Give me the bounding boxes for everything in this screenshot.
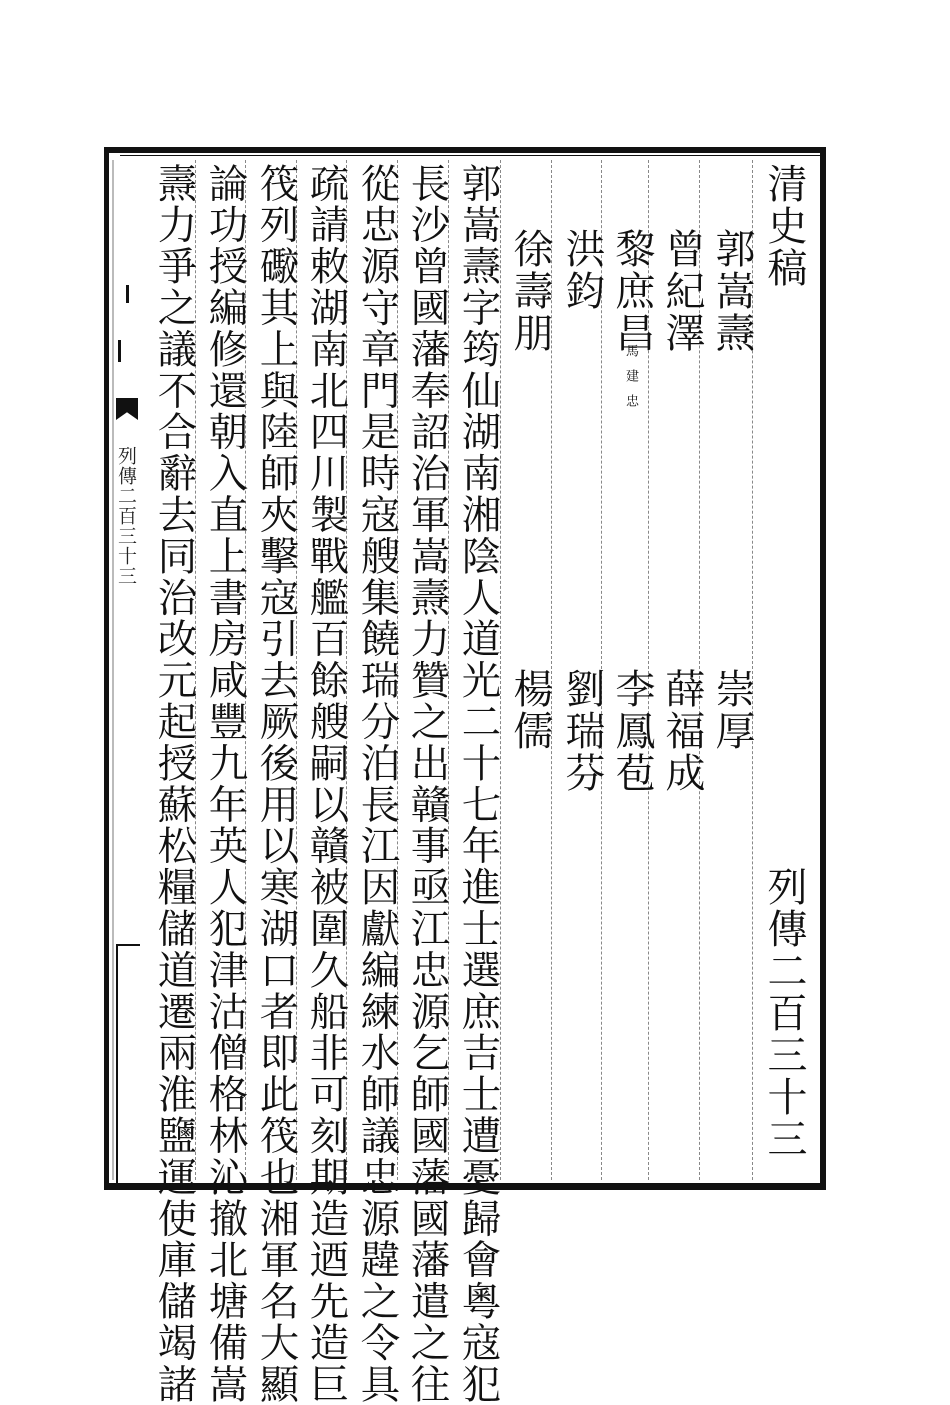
biography-name: 李鳳苞 — [609, 668, 655, 794]
name-annotation: 馬建忠 — [623, 344, 638, 419]
biography-name: 崇厚 — [709, 668, 755, 752]
biography-name: 郭嵩燾 — [709, 228, 755, 354]
gutter-line — [112, 160, 114, 1180]
biography-name: 劉瑞芬 — [559, 668, 605, 794]
frame-right-border — [820, 147, 826, 1187]
fishtail-mark — [116, 398, 138, 420]
body-text-column: 長沙曾國藩奉詔治軍嵩燾力贊之出贛事亟江忠源乞師國藩國藩遣之往 — [404, 163, 451, 1405]
margin-tick — [126, 285, 129, 303]
biography-name: 洪鈞 — [559, 228, 605, 312]
frame-top-border — [108, 147, 826, 153]
margin-tick — [118, 340, 121, 362]
chapter-heading: 列傳二百三十三 — [761, 866, 807, 1160]
body-text-column: 郭嵩燾字筠仙湖南湘陰人道光二十七年進士選庶吉士遭憂歸會粵寇犯 — [455, 163, 502, 1405]
biography-name: 黎庶昌 — [609, 228, 655, 354]
frame-left-border — [104, 147, 109, 1190]
body-text-column: 燾力爭之議不合辭去同治改元起授蘇松糧儲道遷兩淮鹽運使庫儲竭諸 — [151, 163, 198, 1405]
body-text-column: 筏列礮其上與陸師夾擊寇引去厥後用以寒湖口者即此筏也湘軍名大顯 — [253, 163, 300, 1405]
margin-bracket — [116, 944, 140, 1186]
biography-name: 楊儒 — [507, 668, 553, 752]
frame-top-inner-line — [120, 155, 826, 156]
body-text-column: 論功授編修還朝入直上書房咸豐九年英人犯津沽僧格林沁撤北塘備嵩 — [202, 163, 249, 1405]
biography-name: 薛福成 — [659, 668, 705, 794]
body-text-column: 從忠源守章門是時寇艘集饒瑞分泊長江因獻編練水師議忠源韙之令具 — [354, 163, 401, 1405]
margin-chapter-label: 列傳二百三十三 — [115, 446, 137, 586]
running-title: 清史稿 — [761, 163, 807, 289]
body-text-column: 疏請敕湖南北四川製戰艦百餘艘嗣以贛被圍久船非可刻期造迺先造巨 — [303, 163, 350, 1405]
biography-name: 曾紀澤 — [659, 228, 705, 354]
biography-name: 徐壽朋 — [507, 228, 553, 354]
